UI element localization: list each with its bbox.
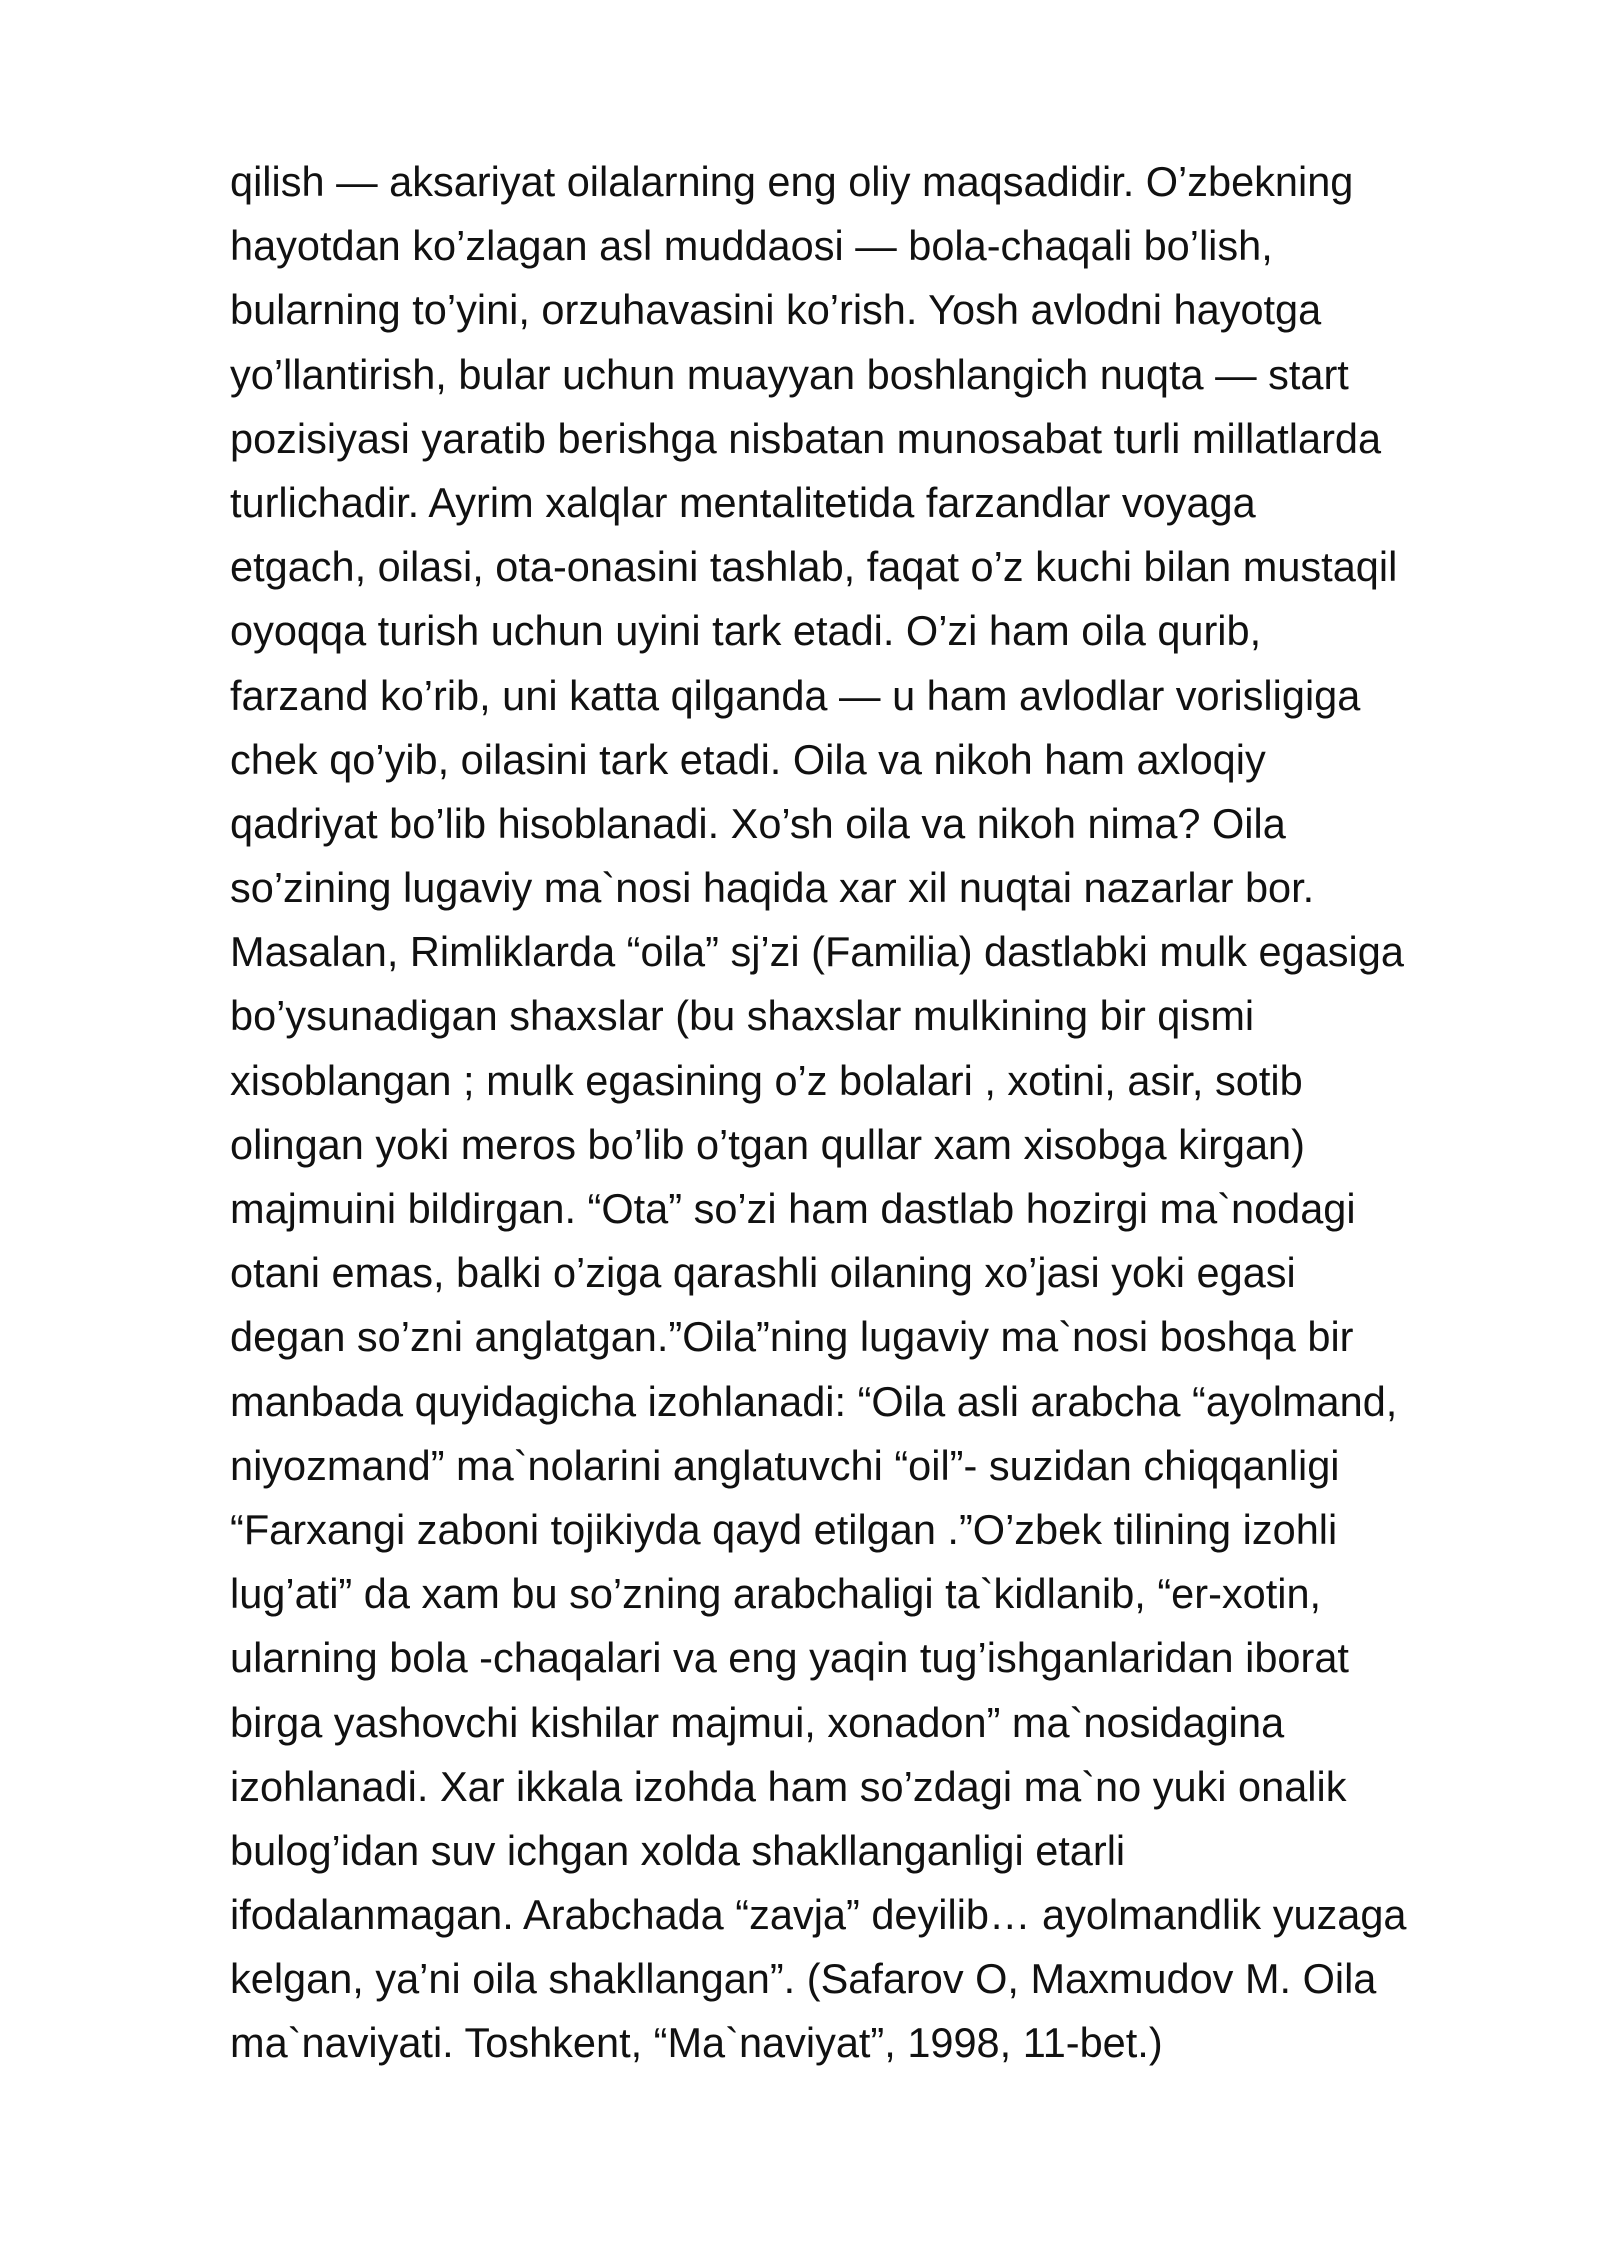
text-line: so’zining lugaviy ma`nosi haqida xar xil nuqtai nazarlar bor. bbox=[230, 864, 1315, 912]
text-line: ularning bola -chaqalari va eng yaqin tug’ishganlaridan iborat bbox=[230, 1634, 1349, 1682]
text-line: yo’llantirish, bular uchun muayyan boshlangich nuqta — start bbox=[230, 350, 1349, 398]
text-line: olingan yoki meros bo’lib o’tgan qullar xam xisobga kirgan) bbox=[230, 1120, 1305, 1168]
text-line: pozisiyasi yaratib berishga nisbatan munosabat turli millatlarda bbox=[230, 414, 1382, 462]
text-line: ifodalanmagan. Arabchada “zavja” deyilib… ayolmandlik yuzaga bbox=[230, 1891, 1407, 1939]
text-line: turlichadir. Ayrim xalqlar mentalitetida farzandlar voyaga bbox=[230, 478, 1256, 526]
text-line: bulog’idan suv ichgan xolda shakllanganligi etarli bbox=[230, 1826, 1126, 1874]
text-line: qadriyat bo’lib hisoblanadi. Xo’sh oila va nikoh nima? Oila bbox=[230, 799, 1286, 847]
text-line: kelgan, ya’ni oila shakllangan”. (Safarov O, Maxmudov M. Oila bbox=[230, 1955, 1377, 2003]
text-line: lug’ati” da xam bu so’zning arabchaligi ta`kidlanib, “er-xotin, bbox=[230, 1570, 1322, 1618]
text-line: birga yashovchi kishilar majmui, xonadon” ma`nosidagina bbox=[230, 1698, 1285, 1746]
text-line: izohlanadi. Xar ikkala izohda ham so’zdagi ma`no yuki onalik bbox=[230, 1762, 1347, 1810]
text-line: “Farxangi zaboni tojikiyda qayd etilgan .”O’zbek tilining izohli bbox=[230, 1505, 1338, 1553]
text-line: manbada quyidagicha izohlanadi: “Oila asli arabcha “ayolmand, bbox=[230, 1377, 1398, 1425]
body-text bbox=[230, 150, 1530, 2076]
text-line: niyozmand” ma`nolarini anglatuvchi “oil”- suzidan chiqqanligi bbox=[230, 1441, 1340, 1489]
text-line: etgach, oilasi, ota-onasini tashlab, faqat o’z kuchi bilan mustaqil bbox=[230, 543, 1398, 591]
text-line: otani emas, balki o’ziga qarashli oilaning xo’jasi yoki egasi bbox=[230, 1249, 1296, 1297]
text-line: chek qo’yib, oilasini tark etadi. Oila va nikoh ham axloqiy bbox=[230, 735, 1266, 783]
text-line: majmuini bildirgan. “Ota” so’zi ham dastlab hozirgi ma`nodagi bbox=[230, 1185, 1356, 1232]
text-line: qilish — aksariyat oilalarning eng oliy maqsadidir. O’zbekning bbox=[230, 158, 1354, 205]
text-line: farzand ko’rib, uni katta qilganda — u ham avlodlar vorisligiga bbox=[230, 671, 1361, 719]
text-line: degan so’zni anglatgan.”Oila”ning lugaviy ma`nosi boshqa bir bbox=[230, 1313, 1354, 1361]
text-line: xisoblangan ; mulk egasining o’z bolalari , xotini, asir, sotib bbox=[230, 1056, 1303, 1104]
text-line: Masalan, Rimliklarda “oila” sj’zi (Familia) dastlabki mulk egasiga bbox=[230, 928, 1404, 976]
text-line: oyoqqa turish uchun uyini tark etadi. O’zi ham oila qurib, bbox=[230, 607, 1262, 655]
text-line: bularning to’yini, orzuhavasini ko’rish. Yosh avlodni hayotga bbox=[230, 286, 1322, 334]
text-line: bo’ysunadigan shaxslar (bu shaxslar mulkining bir qismi bbox=[230, 992, 1255, 1040]
text-line: hayotdan ko’zlagan asl muddaosi — bola-chaqali bo’lish, bbox=[230, 222, 1273, 270]
text-line: ma`naviyati. Toshkent, “Ma`naviyat”, 1998, 11-bet.) bbox=[230, 2019, 1163, 2067]
